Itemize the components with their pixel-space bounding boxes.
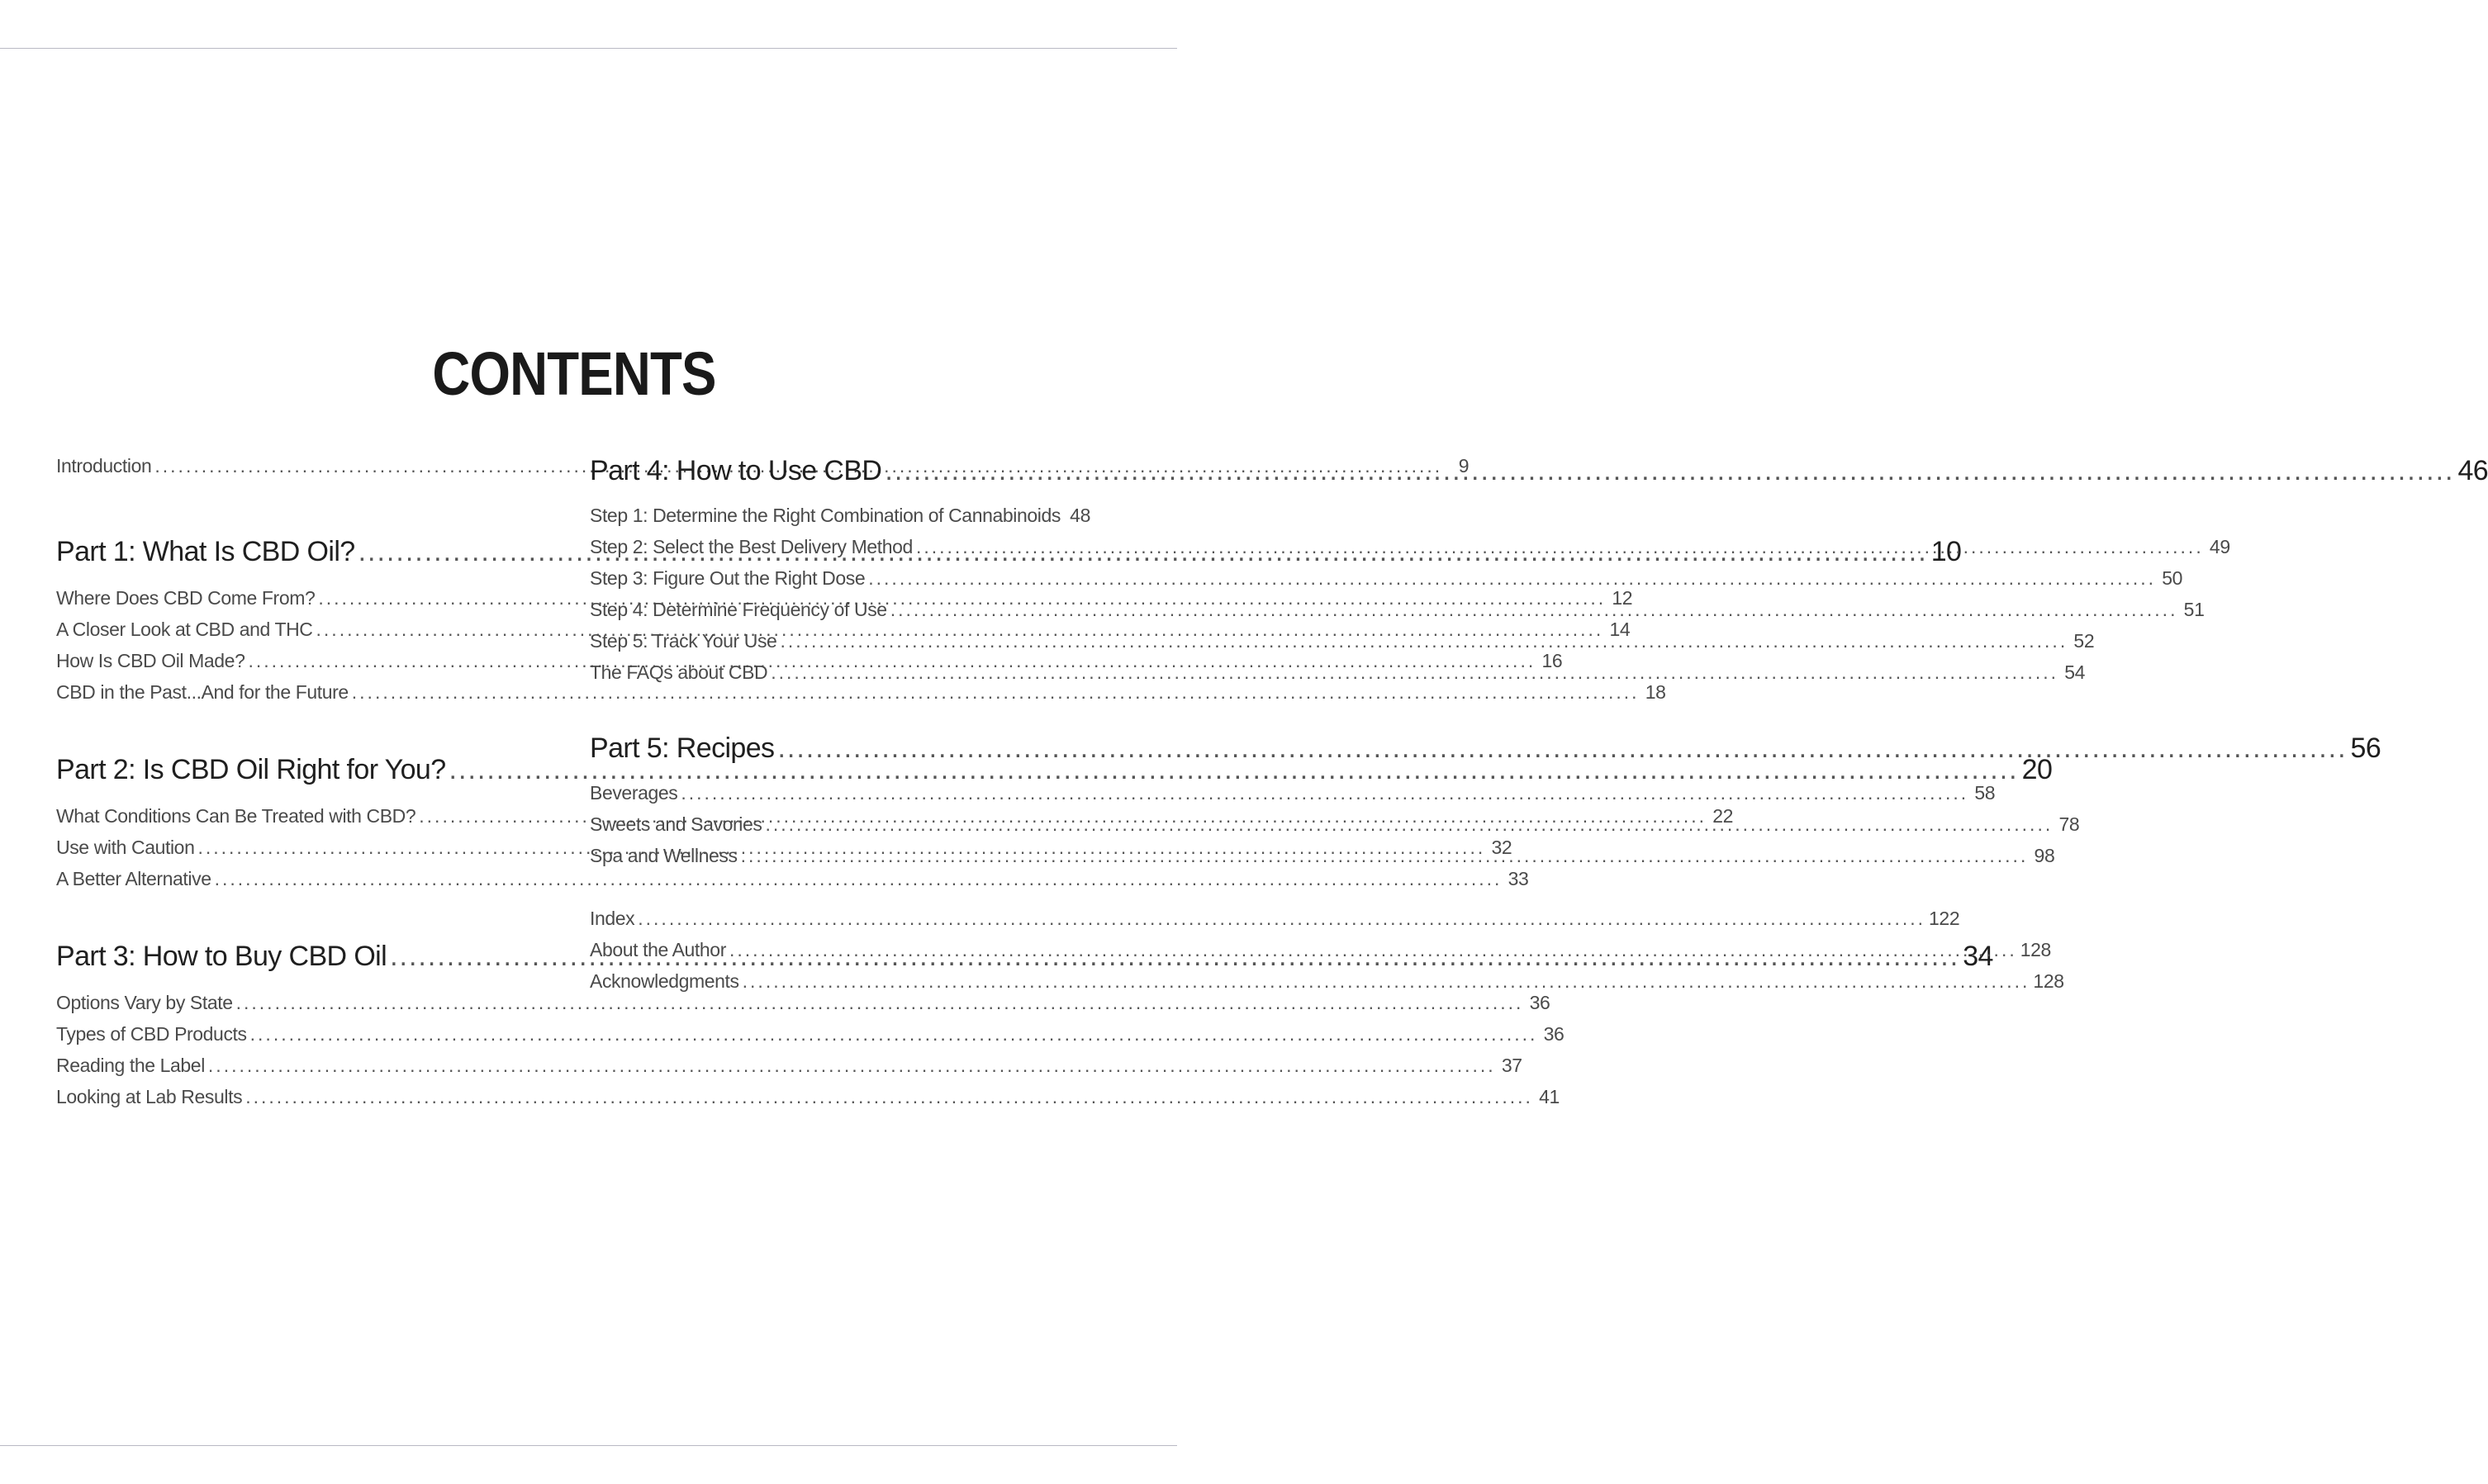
dot-leader: [771, 657, 2058, 688]
entry-title: How Is CBD Oil Made?: [56, 650, 245, 671]
entry-title: CBD in the Past...And for the Future: [56, 681, 349, 703]
entry-title: Index: [590, 908, 635, 929]
entry-page: 22: [1712, 805, 1734, 827]
dot-leader: [890, 594, 2178, 625]
dot-leader: [885, 450, 2454, 491]
entry-page: 78: [2058, 813, 2080, 835]
dot-leader: [765, 808, 2053, 840]
dot-leader: [681, 777, 1968, 808]
dot-leader: [741, 840, 2029, 871]
toc-entry[interactable]: [56, 987, 1550, 1018]
toc-part-heading[interactable]: [590, 728, 2381, 769]
entry-title: Looking at Lab Results: [56, 1086, 243, 1107]
entry-title: Step 2: Select the Best Delivery Method: [590, 536, 913, 557]
entry-title: Step 3: Figure Out the Right Dose: [590, 567, 866, 589]
part-title: Part 5: Recipes: [590, 733, 775, 764]
entry-title: Sweets and Savories: [590, 813, 762, 835]
bottom-border-rule: [0, 1445, 1177, 1446]
entry-page: 12: [1612, 587, 1633, 609]
entry-title: Step 4: Determine Frequency of Use: [590, 599, 887, 620]
page-title: CONTENTS: [432, 339, 716, 408]
part-title: Part 2: Is CBD Oil Right for You?: [56, 754, 446, 785]
toc-entry[interactable]: [590, 777, 1996, 808]
entry-page: 51: [2183, 599, 2205, 620]
entry-title: Options Vary by State: [56, 992, 233, 1013]
entry-title: Reading the Label: [56, 1055, 205, 1076]
toc-entry-index[interactable]: [590, 903, 1960, 934]
part-title: Part 3: How to Buy CBD Oil: [56, 941, 387, 972]
entry-page: 128: [2020, 939, 2051, 960]
entry-title: About the Author: [590, 939, 726, 960]
entry-page: 122: [1929, 908, 1960, 929]
part-page: 34: [1963, 941, 1993, 972]
part-title: Part 4: How to Use CBD: [590, 455, 882, 486]
entry-title: Use with Caution: [56, 837, 195, 858]
part-page: 56: [2350, 733, 2381, 764]
entry-title: Step 5: Track Your Use: [590, 630, 777, 652]
entry-title: The FAQs about CBD: [590, 661, 768, 683]
entry-page: 54: [2064, 661, 2085, 683]
dot-leader: [208, 1050, 1496, 1081]
entry-title: Introduction: [56, 455, 152, 476]
part-page: 10: [1930, 536, 1962, 567]
dot-leader: [868, 562, 2156, 594]
entry-page: 52: [2073, 630, 2095, 652]
entry-page: 32: [1491, 837, 1512, 858]
entry-page: 98: [2034, 845, 2055, 866]
dot-leader: [245, 1081, 1533, 1112]
toc-entry[interactable]: [56, 1050, 1522, 1081]
entry-page: 33: [1508, 868, 1529, 889]
entry-title: Beverages: [590, 782, 678, 804]
toc-entry[interactable]: [56, 1081, 1560, 1112]
entry-title: A Better Alternative: [56, 868, 211, 889]
dot-leader: [638, 903, 1925, 934]
entry-title: A Closer Look at CBD and THC: [56, 619, 313, 640]
entry-page: 41: [1539, 1086, 1560, 1107]
entry-page: 18: [1645, 681, 1666, 703]
entry-page: 50: [2162, 567, 2183, 589]
toc-entry[interactable]: [56, 676, 1666, 708]
dot-leader: [729, 934, 2017, 965]
dot-leader: [780, 625, 2068, 657]
entry-title: Acknowledgments: [590, 970, 739, 992]
entry-title: Step 1: Determine the Right Combination of Cannabinoids: [590, 505, 1061, 526]
entry-page: 36: [1543, 1023, 1564, 1045]
entry-page: 58: [1974, 782, 1996, 804]
toc-entry[interactable]: [590, 562, 2183, 594]
dot-leader: [777, 728, 2347, 769]
entry-page: 14: [1609, 619, 1631, 640]
toc-entry-acknowledgments[interactable]: [590, 965, 2064, 997]
top-border-rule: [0, 48, 1177, 49]
entry-page: 128: [2033, 970, 2064, 992]
entry-page: 16: [1541, 650, 1563, 671]
toc-entry[interactable]: [590, 500, 1090, 531]
part-title: Part 1: What Is CBD Oil?: [56, 536, 355, 567]
toc-entry[interactable]: [56, 1018, 1564, 1050]
toc-part-heading[interactable]: [590, 450, 2488, 491]
part-page: 20: [2021, 754, 2053, 785]
entry-title: Spa and Wellness: [590, 845, 738, 866]
entry-page: 9: [1458, 455, 1470, 476]
part-page: 46: [2457, 455, 2488, 486]
entry-title: Where Does CBD Come From?: [56, 587, 316, 609]
dot-leader: [743, 965, 2030, 997]
entry-title: Types of CBD Products: [56, 1023, 247, 1045]
entry-page: 49: [2209, 536, 2230, 557]
dot-leader: [250, 1018, 1538, 1050]
toc-entry[interactable]: [56, 863, 1529, 894]
entry-page: 48: [1070, 505, 1090, 526]
entry-page: 37: [1501, 1055, 1522, 1076]
entry-page: 36: [1529, 992, 1550, 1013]
entry-title: What Conditions Can Be Treated with CBD?: [56, 805, 416, 827]
toc-part-heading[interactable]: [56, 749, 2053, 790]
dot-leader: [916, 531, 2204, 562]
